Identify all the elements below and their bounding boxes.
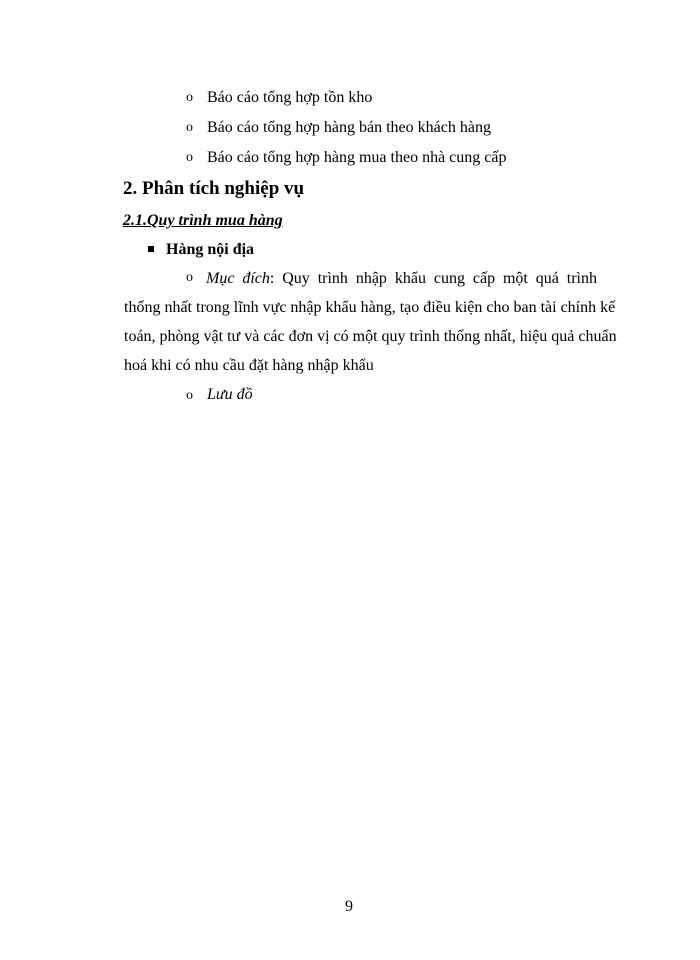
purpose-line-3: toán, phòng vật tư và các đơn vị có một quy trình thống nhất, hiệu quả chuẩn	[124, 328, 617, 345]
report-item-purchases-by-supplier: Báo cáo tổng hợp hàng mua theo nhà cung cấp	[207, 149, 507, 166]
section-number: 2.	[123, 178, 138, 199]
report-item-inventory: Báo cáo tổng hợp tồn kho	[207, 89, 373, 106]
flowchart-label: Lưu đồ	[207, 386, 253, 403]
section-heading	[123, 177, 304, 201]
report-item-sales-by-customer: Báo cáo tổng hợp hàng bán theo khách hàng	[207, 119, 491, 136]
purpose-line-1	[124, 264, 597, 293]
purpose-line-2: thống nhất trong lĩnh vực nhập khẩu hàng, tạo điều kiện cho ban tài chính kế	[124, 299, 616, 316]
list-bullet: o	[186, 90, 193, 105]
domestic-goods-title: Hàng nội địa	[166, 241, 255, 258]
subsection-heading: 2.1.Quy trình mua hàng	[123, 212, 283, 229]
page-number: 9	[345, 898, 353, 915]
purpose-paragraph	[124, 264, 617, 380]
purpose-bullet: o	[186, 270, 193, 285]
section-title: Phân tích nghiệp vụ	[142, 178, 305, 199]
purpose-line-4: hoá khi có nhu cầu đặt hàng nhập khẩu	[124, 357, 374, 374]
flowchart-bullet: o	[186, 388, 193, 403]
list-bullet: o	[186, 120, 193, 135]
purpose-text-1: : Quy trình nhập khẩu cung cấp một quá trình	[269, 270, 597, 287]
purpose-label: Mục đích	[206, 270, 270, 287]
list-bullet: o	[186, 150, 193, 165]
square-bullet-icon	[148, 246, 154, 252]
